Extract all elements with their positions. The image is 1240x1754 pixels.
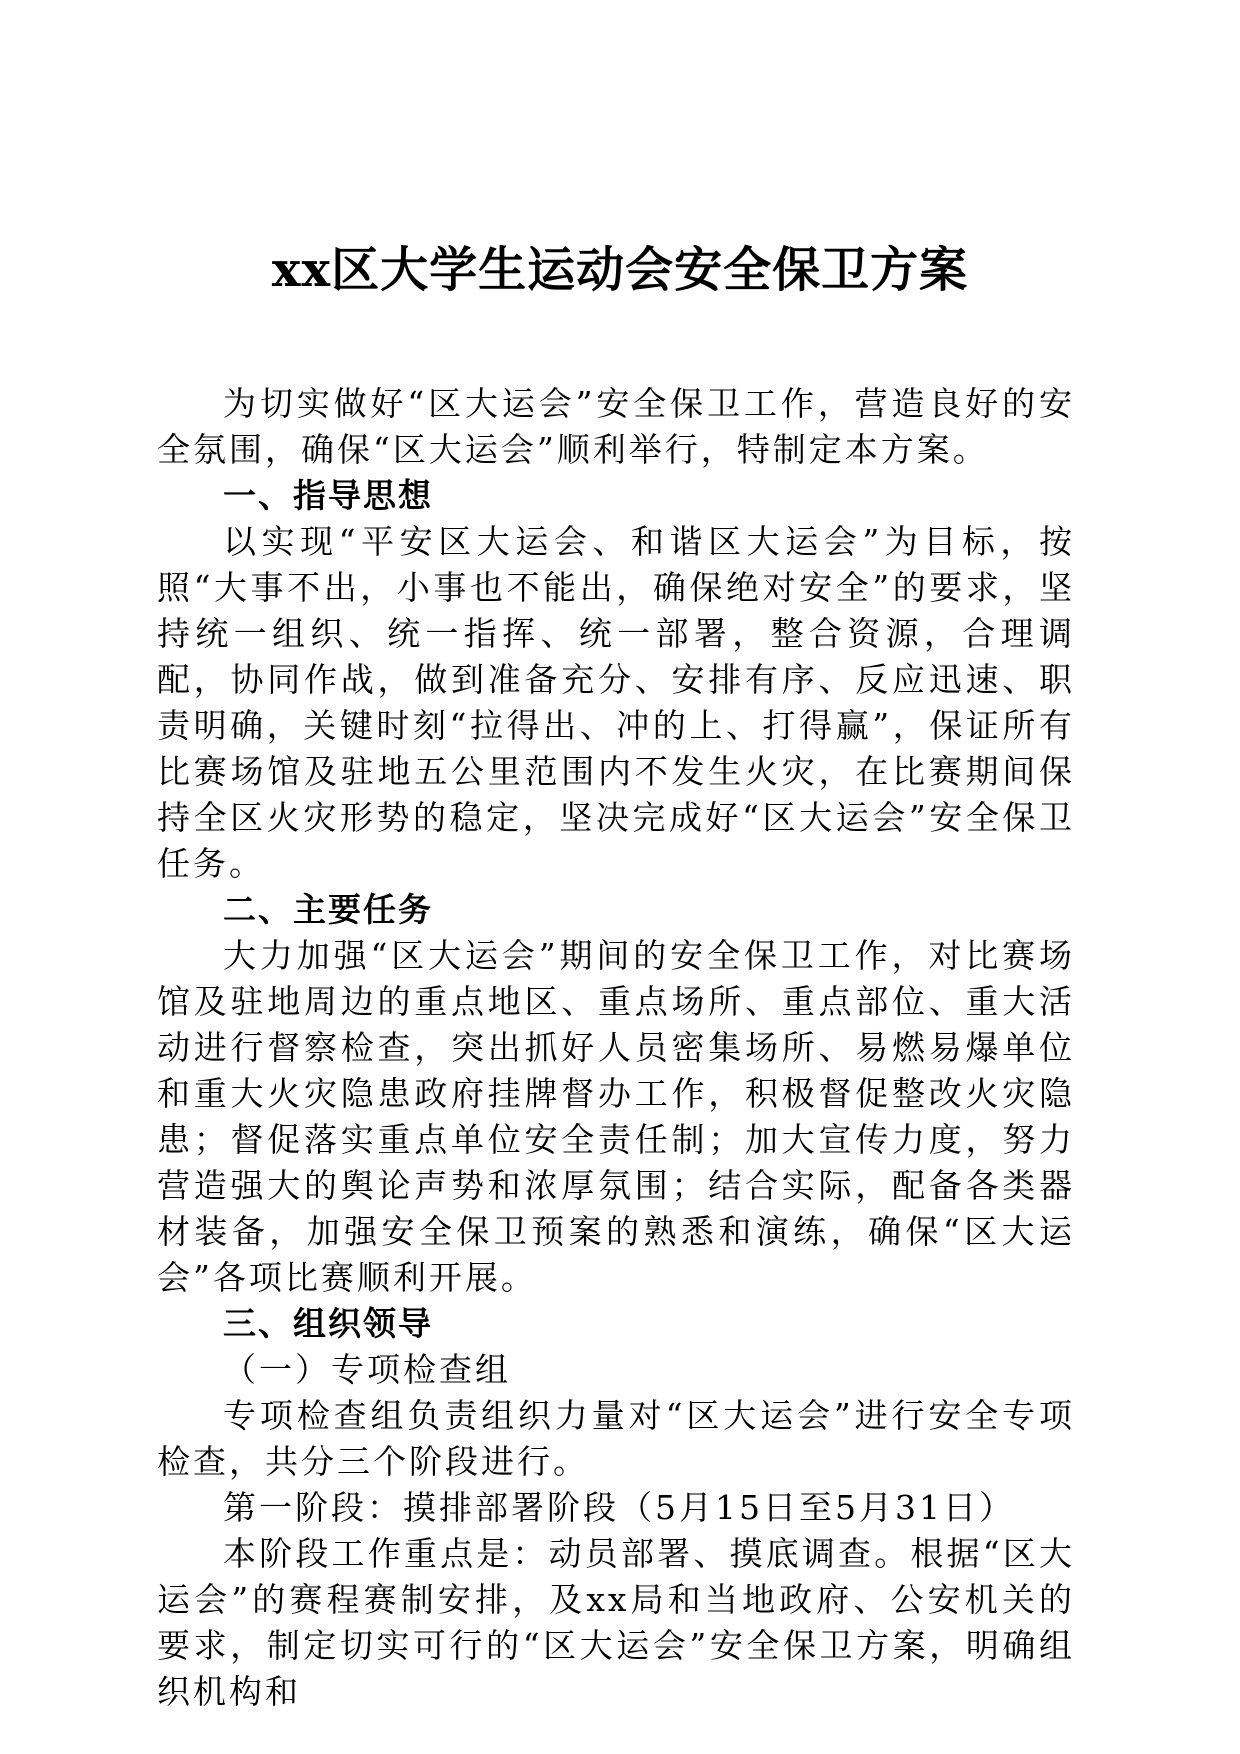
subheading-inspection-group: （一）专项检查组 [223,1350,511,1389]
document-body [157,381,1075,1715]
main-tasks-paragraph: 大力加强“区大运会”期间的安全保卫工作，对比赛场馆及驻地周边的重点地区、重点场所、重点部位、重大活动进行督察检查，突出抓好人员密集场所、易燃易爆单位和重大火灾隐患政府挂牌督办工作，积极督促整改火灾隐患；督促落实重点单位安全责任制；加大宣传力度，努力营造强大的舆论声势和浓厚氛围；结合实际，配备各类器材装备，加强安全保卫预案的熟悉和演练，确保“区大运会”各项比赛顺利开展。 [157,936,1075,1297]
intro-paragraph: 为切实做好“区大运会”安全保卫工作，营造良好的安全氛围，确保“区大运会”顺利举行，特制定本方案。 [157,384,1075,469]
stage-one-heading: 第一阶段：摸排部署阶段（5月15日至5月31日） [223,1488,1015,1527]
document-title: xx区大学生运动会安全保卫方案 [271,242,969,298]
section-heading-main-tasks: 二、主要任务 [223,890,433,929]
stage-one-paragraph: 本阶段工作重点是：动员部署、摸底调查。根据“区大运会”的赛程赛制安排，及xx局和当地政府、公安机关的要求，制定切实可行的“区大运会”安全保卫方案，明确组织机构和 [157,1534,1075,1711]
section-heading-guiding-ideology: 一、指导思想 [223,476,433,515]
section-heading-organization: 三、组织领导 [223,1304,433,1343]
inspection-group-paragraph: 专项检查组负责组织力量对“区大运会”进行安全专项检查，共分三个阶段进行。 [157,1396,1075,1481]
guiding-ideology-paragraph: 以实现“平安区大运会、和谐区大运会”为目标，按照“大事不出，小事也不能出，确保绝对安全”的要求，坚持统一组织、统一指挥、统一部署，整合资源，合理调配，协同作战，做到准备充分、安排有序、反应迅速、职责明确，关键时刻“拉得出、冲的上、打得赢”，保证所有比赛场馆及驻地五公里范围内不发生火灾，在比赛期间保持全区火灾形势的稳定，坚决完成好“区大运会”安全保卫任务。 [157,522,1075,883]
